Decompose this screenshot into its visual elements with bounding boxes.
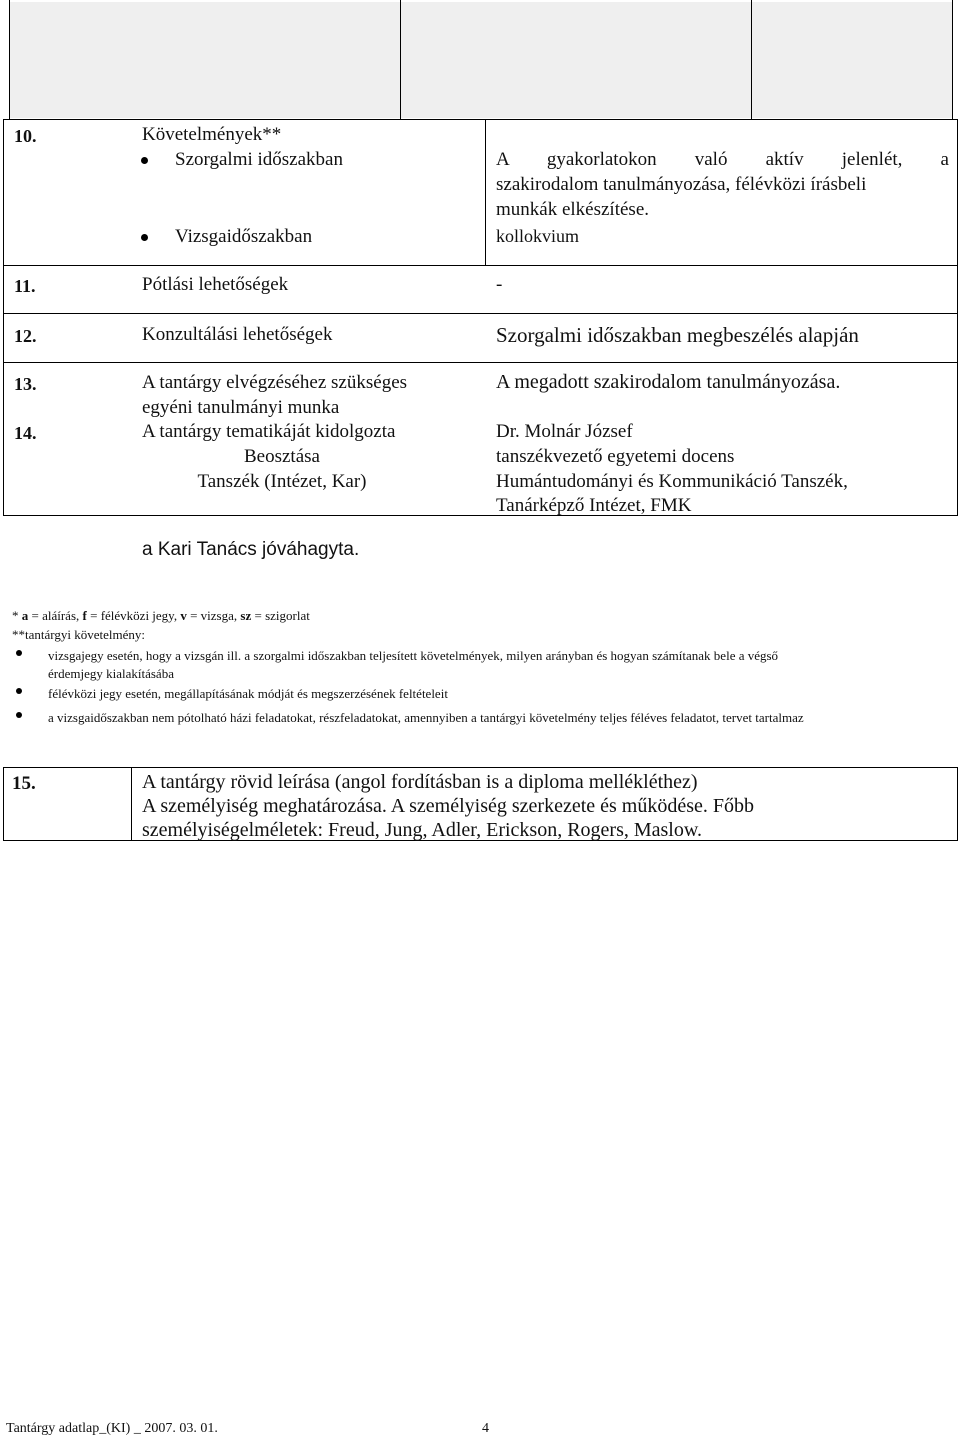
row12-bottom-border bbox=[3, 362, 958, 363]
row12-number: 12. bbox=[14, 326, 37, 346]
legend-star: * bbox=[12, 608, 19, 623]
top-border-left bbox=[9, 0, 10, 119]
bullet-dot bbox=[141, 234, 148, 241]
row14-value-line4: Tanárképző Intézet, FMK bbox=[496, 495, 692, 516]
row13-label-line2: egyéni tanulmányi munka bbox=[142, 397, 340, 418]
row10-bullet-vizsga: Vizsgaidőszakban bbox=[175, 226, 313, 247]
top-divider-1 bbox=[400, 0, 401, 119]
top-gray-cell-left bbox=[10, 2, 400, 118]
legend-line bbox=[12, 607, 310, 624]
row10-col-divider bbox=[485, 119, 486, 265]
bullet-dot bbox=[16, 688, 22, 694]
bullet-dot bbox=[141, 157, 148, 164]
row15-top-border bbox=[3, 767, 958, 768]
row10-title: Követelmények** bbox=[142, 124, 282, 145]
bullet-dot bbox=[16, 650, 22, 656]
row14-label-line1: A tantárgy tematikáját kidolgozta bbox=[142, 421, 396, 442]
row15-desc-line2: személyiségelméletek: Freud, Jung, Adler, Erickson, Rogers, Maslow. bbox=[142, 819, 703, 841]
row15-title: A tantárgy rövid leírása (angol fordításban is a diploma mellékléthez) bbox=[142, 771, 698, 793]
row15-left-border bbox=[3, 767, 4, 841]
row15-right-border bbox=[957, 767, 958, 841]
bullet-dot bbox=[16, 712, 22, 718]
footnote-item-1: vizsgajegy esetén, hogy a vizsgán ill. a szorgalmi időszakban teljesített követelmények, milyen arányban és hogyan számítanak bele a végső bbox=[48, 648, 779, 663]
legend-a: a bbox=[21, 608, 29, 623]
row13-label-line1: A tantárgy elvégzéséhez szükséges bbox=[142, 372, 408, 393]
footer-page-number: 4 bbox=[482, 1421, 489, 1436]
legend-v-text: = vizsga, bbox=[190, 608, 238, 623]
table-right-border bbox=[957, 119, 958, 515]
footer-doc-id: Tantárgy adatlap_(KI) _ 2007. 03. 01. bbox=[6, 1421, 218, 1436]
legend-sz-text: = szigorlat bbox=[254, 608, 310, 623]
row10-value-line4: kollokvium bbox=[496, 226, 580, 246]
row15-number: 15. bbox=[12, 773, 36, 794]
top-border-right bbox=[952, 0, 953, 119]
row15-desc-line1: A személyiség meghatározása. A személyiség szerkezete és működése. Főbb bbox=[142, 795, 755, 817]
row10-number: 10. bbox=[14, 126, 37, 146]
legend-a-text: = aláírás, bbox=[31, 608, 80, 623]
row12-value: Szorgalmi időszakban megbeszélés alapján bbox=[496, 323, 859, 347]
footnote-item-1-cont: érdemjegy kialakításába bbox=[48, 666, 174, 681]
table-top-border bbox=[3, 119, 958, 120]
row10-value-line3: munkák elkészítése. bbox=[496, 199, 650, 220]
approval-text: a Kari Tanács jóváhagyta. bbox=[142, 539, 360, 560]
top-divider-2 bbox=[751, 0, 752, 119]
table-left-border bbox=[3, 119, 4, 515]
row15-col-divider bbox=[131, 767, 132, 841]
row10-bottom-border bbox=[3, 265, 958, 266]
row12-label: Konzultálási lehetőségek bbox=[142, 324, 333, 345]
table-bottom-border bbox=[3, 515, 958, 516]
top-gray-cell-mid bbox=[401, 2, 751, 118]
row13-number: 13. bbox=[14, 374, 37, 394]
row11-number: 11. bbox=[14, 276, 36, 296]
footnote-item-3: a vizsgaidőszakban nem pótolható házi feladatokat, részfeladatokat, amennyiben a tantárgyi követelmény teljes féléves feladatot, tervet tartalmaz bbox=[48, 710, 804, 725]
row11-label: Pótlási lehetőségek bbox=[142, 274, 289, 295]
legend-v: v bbox=[180, 608, 187, 623]
row14-label-line2: Beosztása bbox=[244, 446, 320, 467]
row10-bullet-szorgalmi: Szorgalmi időszakban bbox=[175, 149, 343, 170]
row14-value-line2: tanszékvezető egyetemi docens bbox=[496, 446, 735, 467]
row10-value-line1: A gyakorlatokon való aktív jelenlét, a bbox=[496, 149, 949, 170]
row14-label-line3: Tanszék (Intézet, Kar) bbox=[197, 471, 367, 492]
row11-bottom-border bbox=[3, 313, 958, 314]
row14-number: 14. bbox=[14, 423, 37, 443]
footnote-item-2: félévközi jegy esetén, megállapításának módját és megszerzésének feltételeit bbox=[48, 686, 448, 701]
legend-sz: sz bbox=[240, 608, 252, 623]
requirement-title: **tantárgyi követelmény: bbox=[12, 627, 145, 642]
row14-value-line3: Humántudományi és Kommunikáció Tanszék, bbox=[496, 471, 848, 492]
legend-f: f bbox=[82, 608, 87, 623]
row10-value-line2: szakirodalom tanulmányozása, félévközi írásbeli bbox=[496, 174, 867, 195]
row11-value: - bbox=[496, 274, 503, 295]
row13-value: A megadott szakirodalom tanulmányozása. bbox=[496, 371, 841, 393]
top-gray-cell-right bbox=[752, 2, 952, 118]
row14-value-line1: Dr. Molnár József bbox=[496, 421, 633, 442]
legend-f-text: = félévközi jegy, bbox=[90, 608, 178, 623]
